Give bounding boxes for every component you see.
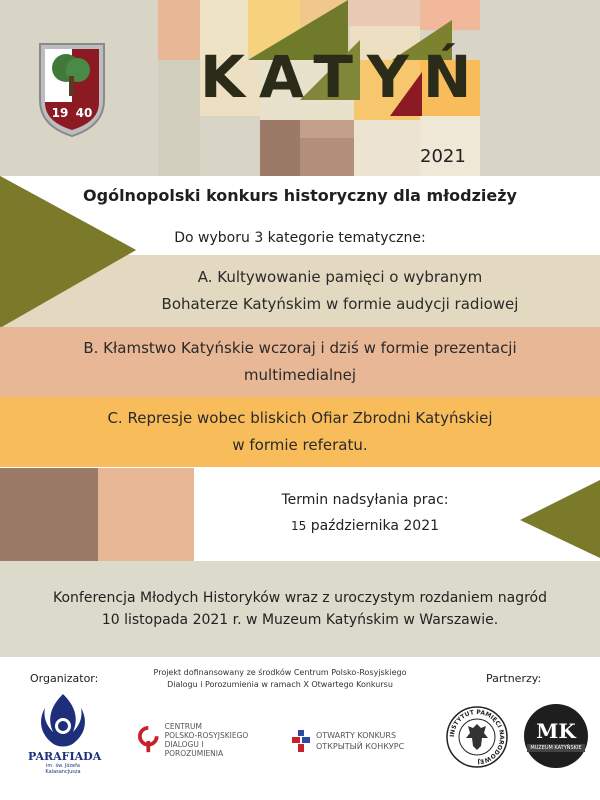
category-b-line1: B. Kłamstwo Katyńskie wczoraj i dziś w formie prezentacji [83, 339, 517, 357]
mk-text: MUZEUM KATYŃSKIE [527, 744, 584, 752]
mk-initials: MK [536, 718, 576, 743]
deadline-date [240, 513, 490, 539]
cprdip-line3: DIALOGU I POROZUMIENIA [164, 740, 224, 758]
parafiada-sub: im. św. Józefa Kalasancjusza [45, 763, 81, 775]
ipn-text: INSTYTUT PAMIĘCI NARODOWEJ [448, 708, 506, 766]
otwarty-konkurs-line1: OTWARTY KONKURS [316, 731, 397, 740]
deco-block-peach [98, 468, 194, 561]
project-info [150, 667, 410, 691]
logo-year-left: 19 [51, 106, 69, 120]
otwarty-konkurs-icon [292, 730, 310, 752]
ipn-logo [446, 706, 508, 768]
katyn-word: KATYŃ [200, 43, 486, 111]
shield-logo [36, 40, 108, 140]
deco-block [158, 60, 200, 176]
category-c [0, 397, 600, 467]
cprdip-emblem-icon [138, 725, 159, 755]
conference-info [0, 561, 600, 657]
header-year: 2021 [420, 146, 466, 167]
parafiada-logo [28, 692, 102, 782]
deadline-date-rest: października 2021 [310, 518, 440, 534]
header-banner [0, 0, 600, 176]
page-title: Ogólnopolski konkurs historyczny dla młodzieży [83, 186, 517, 205]
otwarty-konkurs-line2: ОТКРЫТЫЙ КОНКУРС [316, 742, 405, 751]
deco-block [300, 120, 354, 138]
category-b-line2: multimedialnej [243, 366, 357, 384]
deco-triangle-left-overlay [0, 176, 140, 328]
logo-year-right: 40 [75, 106, 93, 120]
project-line2: Dialogu i Porozumienia w ramach X Otwartego Konkursu [167, 680, 393, 689]
cprdip-line1: CENTRUM [164, 722, 202, 731]
deco-triangle-right [520, 480, 600, 558]
muzeum-katynskie-logo [524, 704, 588, 768]
deco-block [354, 120, 420, 176]
parafiada-emblem-icon [33, 692, 93, 750]
deco-block [260, 120, 300, 176]
categories-intro: Do wyboru 3 kategorie tematyczne: [174, 230, 426, 246]
conference-line2: 10 listopada 2021 r. w Muzeum Katyńskim w Warszawie. [101, 612, 499, 628]
deco-block-brown [0, 468, 98, 561]
partners-label: Partnerzy: [486, 672, 542, 685]
category-c-line2: w formie referatu. [232, 436, 368, 454]
category-a-line1: A. Kultywowanie pamięci o wybranym [197, 268, 483, 286]
conference-line1: Konferencja Młodych Historyków wraz z uroczystym rozdaniem nagród [53, 590, 547, 606]
deadline-day: 15 [290, 519, 307, 533]
deadline-label: Termin nadsyłania prac: [281, 492, 449, 508]
cprdip-logo [138, 722, 258, 758]
parafiada-name: PARAFIADA [28, 750, 102, 763]
deco-block [158, 0, 200, 60]
category-b [0, 327, 600, 397]
deco-block [300, 138, 354, 176]
organizer-label: Organizator: [30, 672, 99, 685]
category-c-line1: C. Represje wobec bliskich Ofiar Zbrodni Katyńskiej [107, 409, 493, 427]
category-a-line2: Bohaterze Katyńskim w formie audycji radiowej [161, 295, 519, 313]
cprdip-line2: POLSKO-ROSYJSKIEGO [164, 731, 249, 740]
project-line1: Projekt dofinansowany ze środków Centrum Polsko-Rosyjskiego [153, 668, 407, 677]
otwarty-konkurs-logo [292, 726, 422, 756]
deadline [240, 487, 490, 539]
